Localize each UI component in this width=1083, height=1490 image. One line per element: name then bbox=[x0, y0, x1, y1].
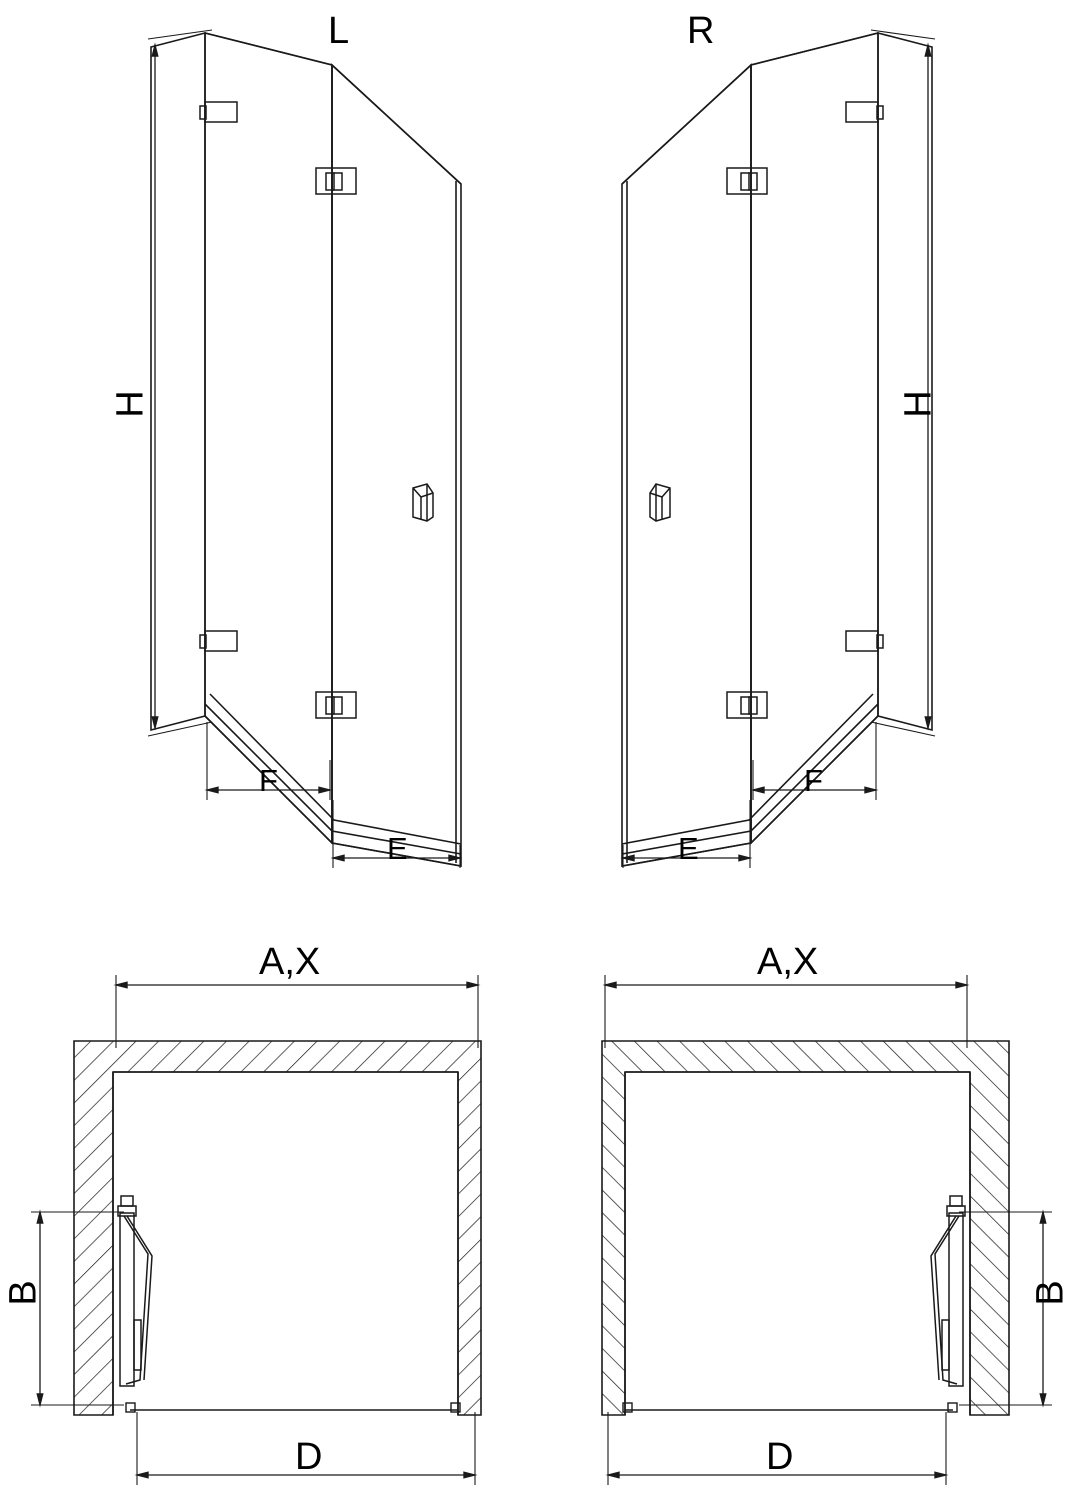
dimension-label-e-left: E bbox=[387, 831, 408, 866]
dimension-label-b-right: B bbox=[1029, 1280, 1072, 1306]
iso-view-right bbox=[622, 30, 935, 868]
plan-view-left bbox=[31, 975, 481, 1485]
variant-label-right: R bbox=[687, 10, 715, 52]
height-label-right: H bbox=[897, 390, 940, 418]
variant-label-left: L bbox=[328, 10, 350, 52]
dimension-label-d-left: D bbox=[295, 1436, 323, 1478]
dimension-label-f-right: F bbox=[804, 763, 823, 798]
dimension-label-ax-right: A,X bbox=[757, 941, 819, 983]
plan-view-right bbox=[602, 975, 1052, 1485]
iso-view-left bbox=[148, 30, 461, 868]
dimension-label-b-left: B bbox=[2, 1280, 45, 1306]
dimension-label-e-right: E bbox=[678, 831, 699, 866]
dimension-label-f-left: F bbox=[259, 763, 278, 798]
height-label-left: H bbox=[109, 390, 152, 418]
dimension-label-d-right: D bbox=[766, 1436, 794, 1478]
dimension-label-ax-left: A,X bbox=[259, 941, 321, 983]
